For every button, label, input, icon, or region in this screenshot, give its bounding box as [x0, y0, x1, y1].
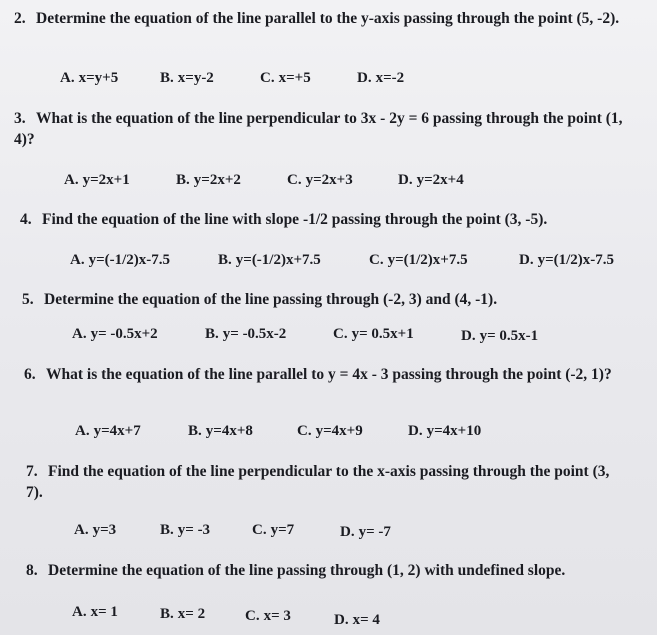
q4-option-c: C. y=(1/2)x+7.5	[369, 252, 468, 268]
q3-option-b: B. y=2x+2	[176, 172, 241, 188]
question-5	[22, 289, 652, 310]
question-4	[20, 209, 650, 230]
question-text: Find the equation of the line with slope -1/2 passing through the point (3, -5).	[42, 211, 548, 228]
q7-option-b: B. y= -3	[160, 522, 211, 538]
q8-option-b: B. x= 2	[160, 606, 206, 622]
q5-option-c: C. y= 0.5x+1	[333, 326, 414, 342]
q6-option-c: C. y=4x+9	[297, 423, 363, 439]
q6-option-a: A. y=4x+7	[75, 423, 141, 439]
q3-option-a: A. y=2x+1	[64, 172, 130, 188]
question-2	[14, 8, 644, 29]
q6-option-d: D. y=4x+10	[408, 423, 482, 439]
q5-option-d: D. y= 0.5x-1	[461, 328, 539, 344]
question-7	[26, 461, 626, 503]
q6-option-b: B. y=4x+8	[188, 423, 253, 439]
q3-option-d: D. y=2x+4	[398, 172, 464, 188]
q5-option-a: A. y= -0.5x+2	[72, 326, 158, 342]
question-number: 5.	[22, 291, 34, 308]
question-text: What is the equation of the line perpendicular to 3x - 2y = 6 passing through the point (1, 4)?	[14, 110, 623, 148]
q2-option-d: D. x=-2	[357, 70, 405, 86]
q5-option-b: B. y= -0.5x-2	[205, 326, 287, 342]
question-text: Determine the equation of the line parallel to the y-axis passing through the point (5, -2).	[36, 10, 620, 27]
q7-option-c: C. y=7	[252, 522, 295, 538]
q7-option-a: A. y=3	[74, 522, 117, 538]
q3-option-c: C. y=2x+3	[287, 172, 353, 188]
question-number: 7.	[26, 463, 38, 480]
question-number: 6.	[24, 366, 36, 383]
q8-option-c: C. x= 3	[245, 608, 291, 624]
q4-option-d: D. y=(1/2)x-7.5	[519, 252, 615, 268]
question-8	[26, 560, 646, 581]
question-number: 2.	[14, 10, 26, 27]
question-number: 4.	[20, 211, 32, 228]
q2-option-a: A. x=y+5	[60, 70, 119, 86]
question-text: Determine the equation of the line passing through (-2, 3) and (4, -1).	[44, 291, 498, 308]
question-3	[14, 108, 624, 150]
q4-option-b: B. y=(-1/2)x+7.5	[218, 252, 321, 268]
q2-option-b: B. x=y-2	[160, 70, 214, 86]
q7-option-d: D. y= -7	[340, 524, 391, 540]
q8-option-a: A. x= 1	[72, 604, 118, 620]
q8-option-d: D. x= 4	[334, 612, 380, 628]
question-text: Determine the equation of the line passing through (1, 2) with undefined slope.	[48, 562, 566, 579]
q4-option-a: A. y=(-1/2)x-7.5	[70, 252, 171, 268]
question-number: 3.	[14, 110, 26, 127]
question-number: 8.	[26, 562, 38, 579]
q2-option-c: C. x=+5	[260, 70, 311, 86]
question-text: Find the equation of the line perpendicular to the x-axis passing through the point (3, 7).	[26, 463, 610, 501]
question-6	[24, 364, 624, 385]
question-text: What is the equation of the line parallel to y = 4x - 3 passing through the point (-2, 1)?	[46, 366, 612, 383]
